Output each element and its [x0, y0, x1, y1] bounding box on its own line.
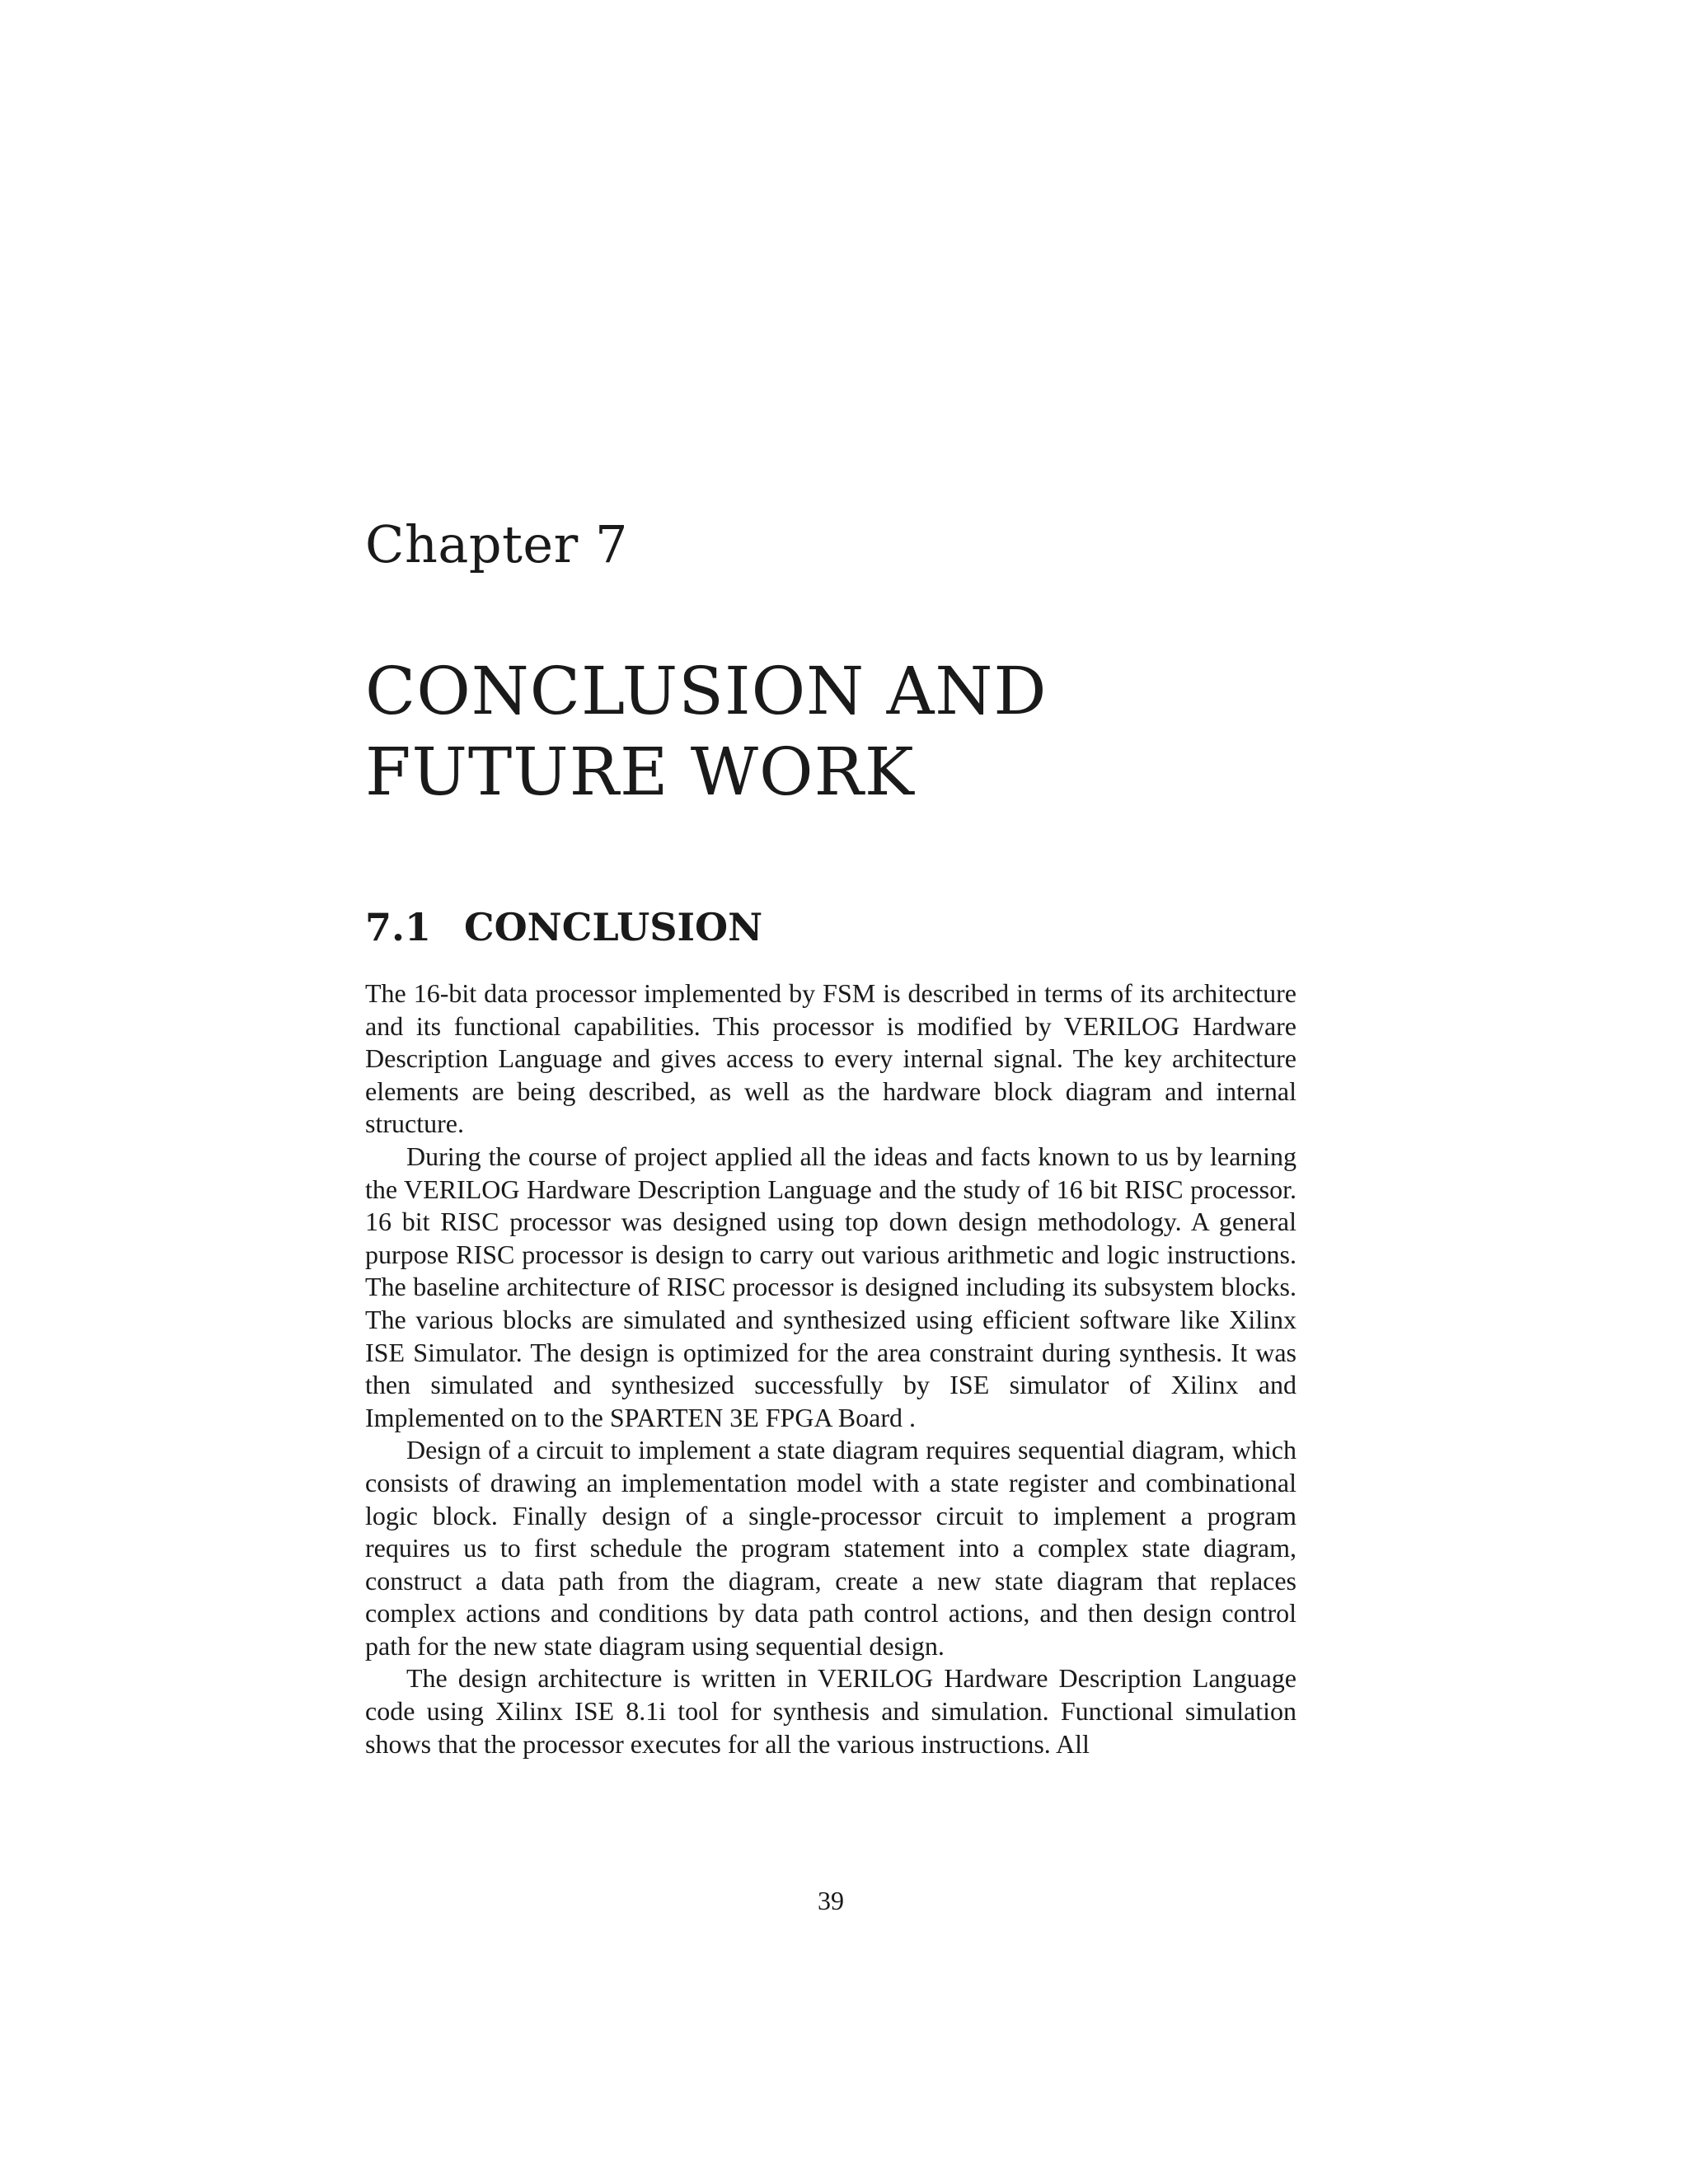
- section-heading: [365, 905, 763, 949]
- paragraph: Design of a circuit to implement a state diagram requires sequential diagram, which consists of drawing an implementation model with a state register and combinational logic block. Finally design of a single-processor circuit to implement a program requires us to first schedule the program statement into a complex state diagram, construct a data path from the diagram, create a new state diagram that replaces complex actions and conditions by data path control actions, and then design control path for the new state diagram using sequential design.: [365, 1435, 1296, 1661]
- section-number: 7.1: [365, 905, 432, 949]
- paragraph: The design architecture is written in VERILOG Hardware Description Language code using Xilinx ISE 8.1i tool for synthesis and simulation. Functional simulation shows that the processor executes for all the various instructions. All: [365, 1663, 1296, 1759]
- chapter-title-line-2: FUTURE WORK: [365, 733, 915, 810]
- body-text: [365, 977, 1296, 1760]
- section-title: CONCLUSION: [464, 905, 763, 949]
- chapter-title: [365, 651, 1354, 813]
- paragraph: During the course of project applied all the ideas and facts known to us by learning the VERILOG Hardware Description Language and the study of 16 bit RISC processor. 16 bit RISC processor was designed using top down design methodology. A general purpose RISC processor is design to carry out various arithmetic and logic instructions. The baseline architecture of RISC processor is designed including its subsystem blocks. The various blocks are simulated and synthesized using efficient software like Xilinx ISE Simulator. The design is optimized for the area constraint during synthesis. It was then simulated and synthesized successfully by ISE simulator of Xilinx and Implemented on to the SPARTEN 3E FPGA Board .: [365, 1141, 1296, 1432]
- paragraph: The 16-bit data processor implemented by FSM is described in terms of its architecture and its functional capabilities. This processor is modified by VERILOG Hardware Description Language and gives access to every internal signal. The key architecture elements are being described, as well as the hardware block diagram and internal structure.: [365, 978, 1296, 1139]
- chapter-label: Chapter 7: [365, 514, 628, 574]
- chapter-title-line-1: CONCLUSION AND: [365, 653, 1048, 729]
- page-number: 39: [818, 1886, 844, 1915]
